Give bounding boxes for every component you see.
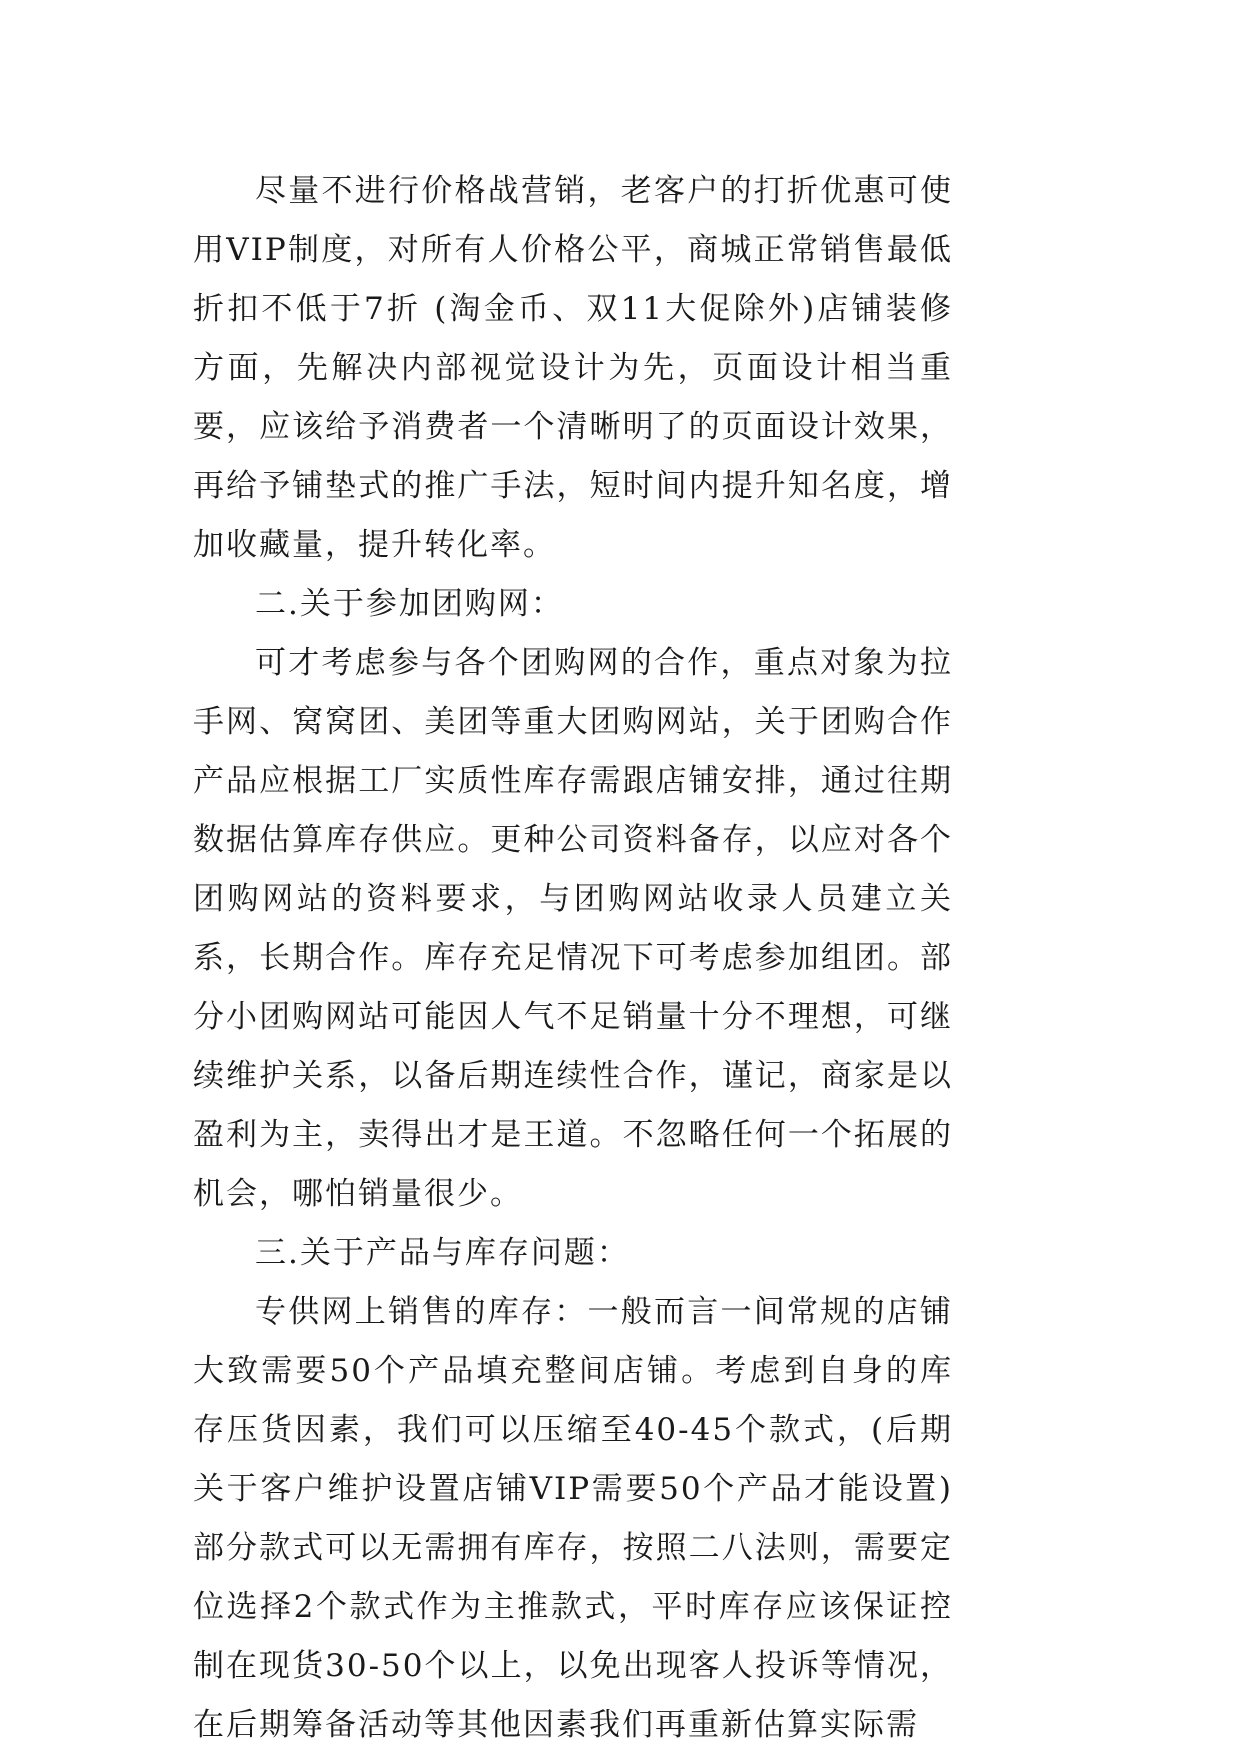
- paragraph-pricing-and-design: 尽量不进行价格战营销，老客户的打折优惠可使用VIP制度，对所有人价格公平，商城正常销售最低折扣不低于7折 (淘金币、双11大促除外)店铺装修方面，先解决内部视觉设计为先，页面设计相当重要，应该给予消费者一个清晰明了的页面设计效果，再给予铺垫式的推广手法，短时间内提升知名度，增加收藏量，提升转化率。: [193, 173, 953, 563]
- document-page: [193, 162, 953, 1755]
- paragraph-product-inventory: 专供网上销售的库存：一般而言一间常规的店铺大致需要50个产品填充整间店铺。考虑到自身的库存压货因素，我们可以压缩至40-45个款式，(后期关于客户维护设置店铺VIP需要50个产品才能设置)部分款式可以无需拥有库存，按照二八法则，需要定位选择2个款式作为主推款式，平时库存应该保证控制在现货30-50个以上，以免出现客人投诉等情况，在后期筹备活动等其他因素我们再重新估算实际需: [193, 1294, 953, 1743]
- paragraph-group-buying: 可才考虑参与各个团购网的合作，重点对象为拉手网、窝窝团、美团等重大团购网站，关于团购合作产品应根据工厂实质性库存需跟店铺安排，通过往期数据估算库存供应。更种公司资料备存，以应对各个团购网站的资料要求，与团购网站收录人员建立关系，长期合作。库存充足情况下可考虑参加组团。部分小团购网站可能因人气不足销量十分不理想，可继续维护关系，以备后期连续性合作，谨记，商家是以盈利为主，卖得出才是王道。不忽略任何一个拓展的机会，哪怕销量很少。: [193, 645, 953, 1212]
- section-heading-product-inventory: 三.关于产品与库存问题：: [255, 1235, 630, 1271]
- section-heading-group-buying: 二.关于参加团购网：: [255, 586, 564, 622]
